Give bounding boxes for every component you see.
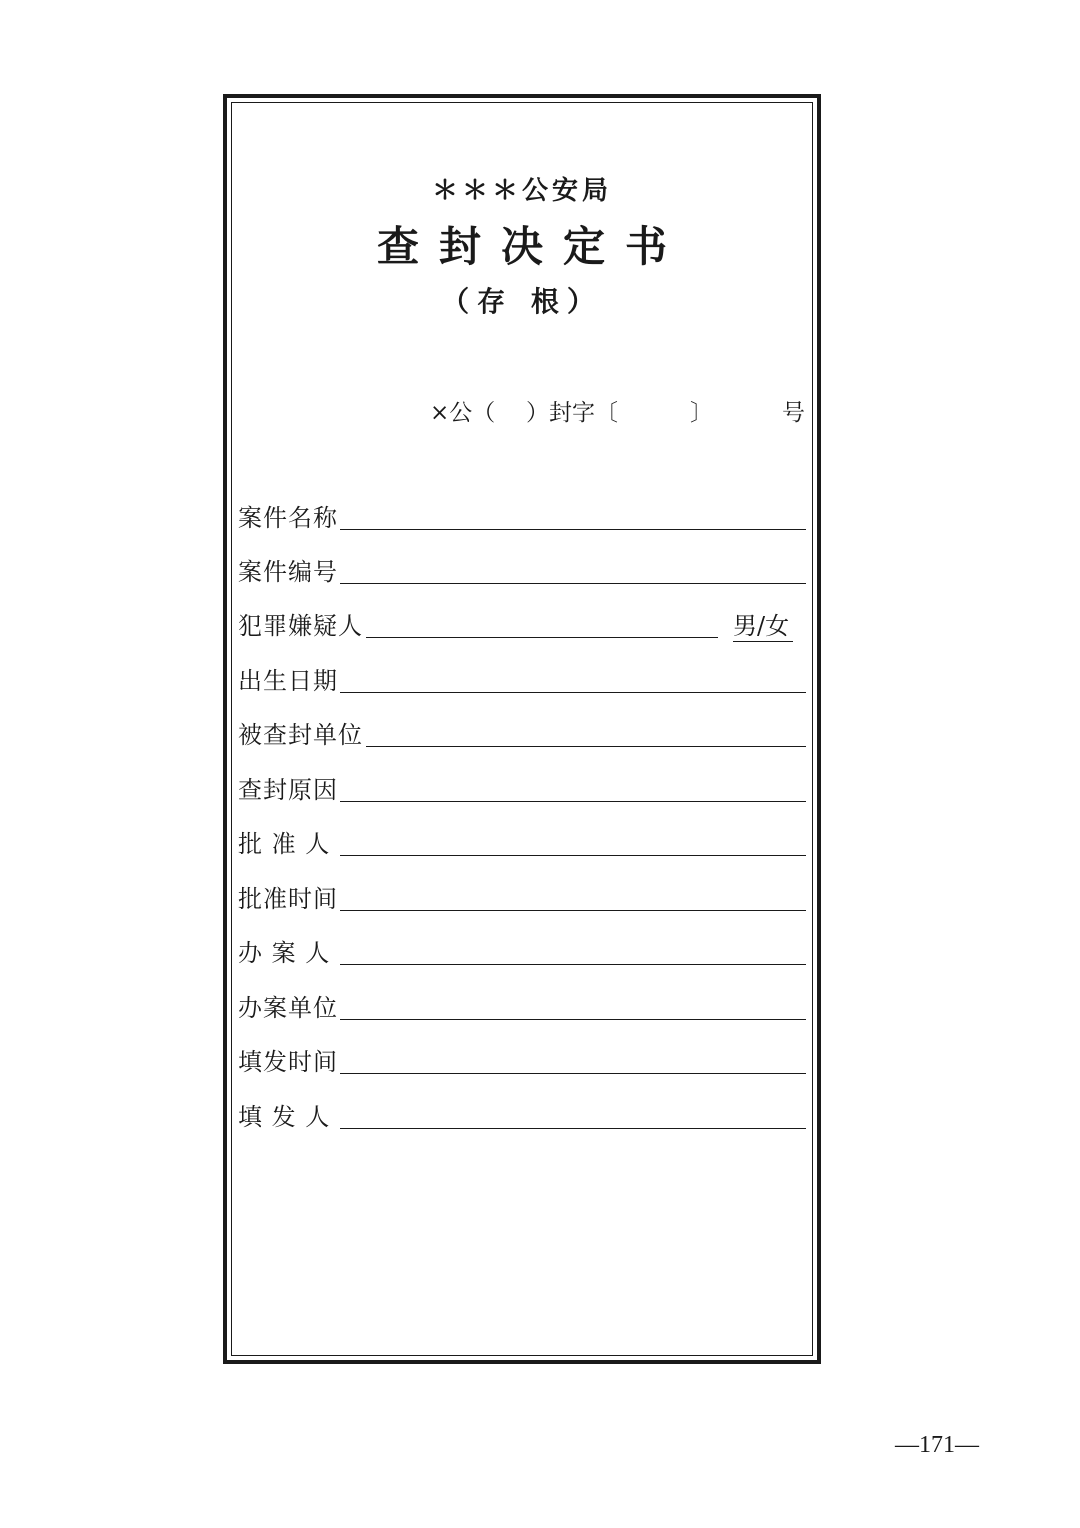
field-label-birth-date: 出生日期 xyxy=(238,667,338,695)
document-subtitle: （存 根） xyxy=(441,285,603,318)
doc-number-end: 号 xyxy=(782,400,805,426)
field-label-case-handler: 办 案 人 xyxy=(238,939,331,967)
field-line-case-handler[interactable] xyxy=(340,964,806,965)
field-label-seal-reason: 查封原因 xyxy=(238,776,338,804)
field-line-case-number[interactable] xyxy=(340,583,806,584)
field-label-case-name: 案件名称 xyxy=(238,504,338,532)
field-label-suspect: 犯罪嫌疑人 xyxy=(238,612,363,640)
doc-number-middle: ）封字〔 xyxy=(526,400,618,426)
field-label-sealed-unit: 被查封单位 xyxy=(238,721,363,749)
field-line-handling-unit[interactable] xyxy=(340,1019,806,1020)
field-label-approver: 批 准 人 xyxy=(238,830,331,858)
field-label-handling-unit: 办案单位 xyxy=(238,994,338,1022)
page-number: —171— xyxy=(895,1432,979,1458)
field-line-approver[interactable] xyxy=(340,855,806,856)
agency-name: ＊＊＊公安局 xyxy=(431,176,612,206)
field-label-approval-time: 批准时间 xyxy=(238,885,338,913)
field-line-issue-time[interactable] xyxy=(340,1073,806,1074)
field-label-case-number: 案件编号 xyxy=(238,558,338,586)
field-line-sealed-unit[interactable] xyxy=(366,746,806,747)
gender-option: 男/女 xyxy=(733,611,793,642)
document-title: 查封决定书 xyxy=(376,222,687,271)
field-line-seal-reason[interactable] xyxy=(340,801,806,802)
field-line-birth-date[interactable] xyxy=(340,692,806,693)
field-line-suspect[interactable] xyxy=(366,637,718,638)
field-label-issuer: 填 发 人 xyxy=(238,1103,331,1131)
doc-number-prefix: ×公（ xyxy=(430,400,496,426)
field-line-issuer[interactable] xyxy=(340,1128,806,1129)
field-line-approval-time[interactable] xyxy=(340,910,806,911)
field-line-case-name[interactable] xyxy=(340,529,806,530)
field-label-issue-time: 填发时间 xyxy=(238,1048,338,1076)
doc-number-suffix: 〕 xyxy=(690,400,713,426)
